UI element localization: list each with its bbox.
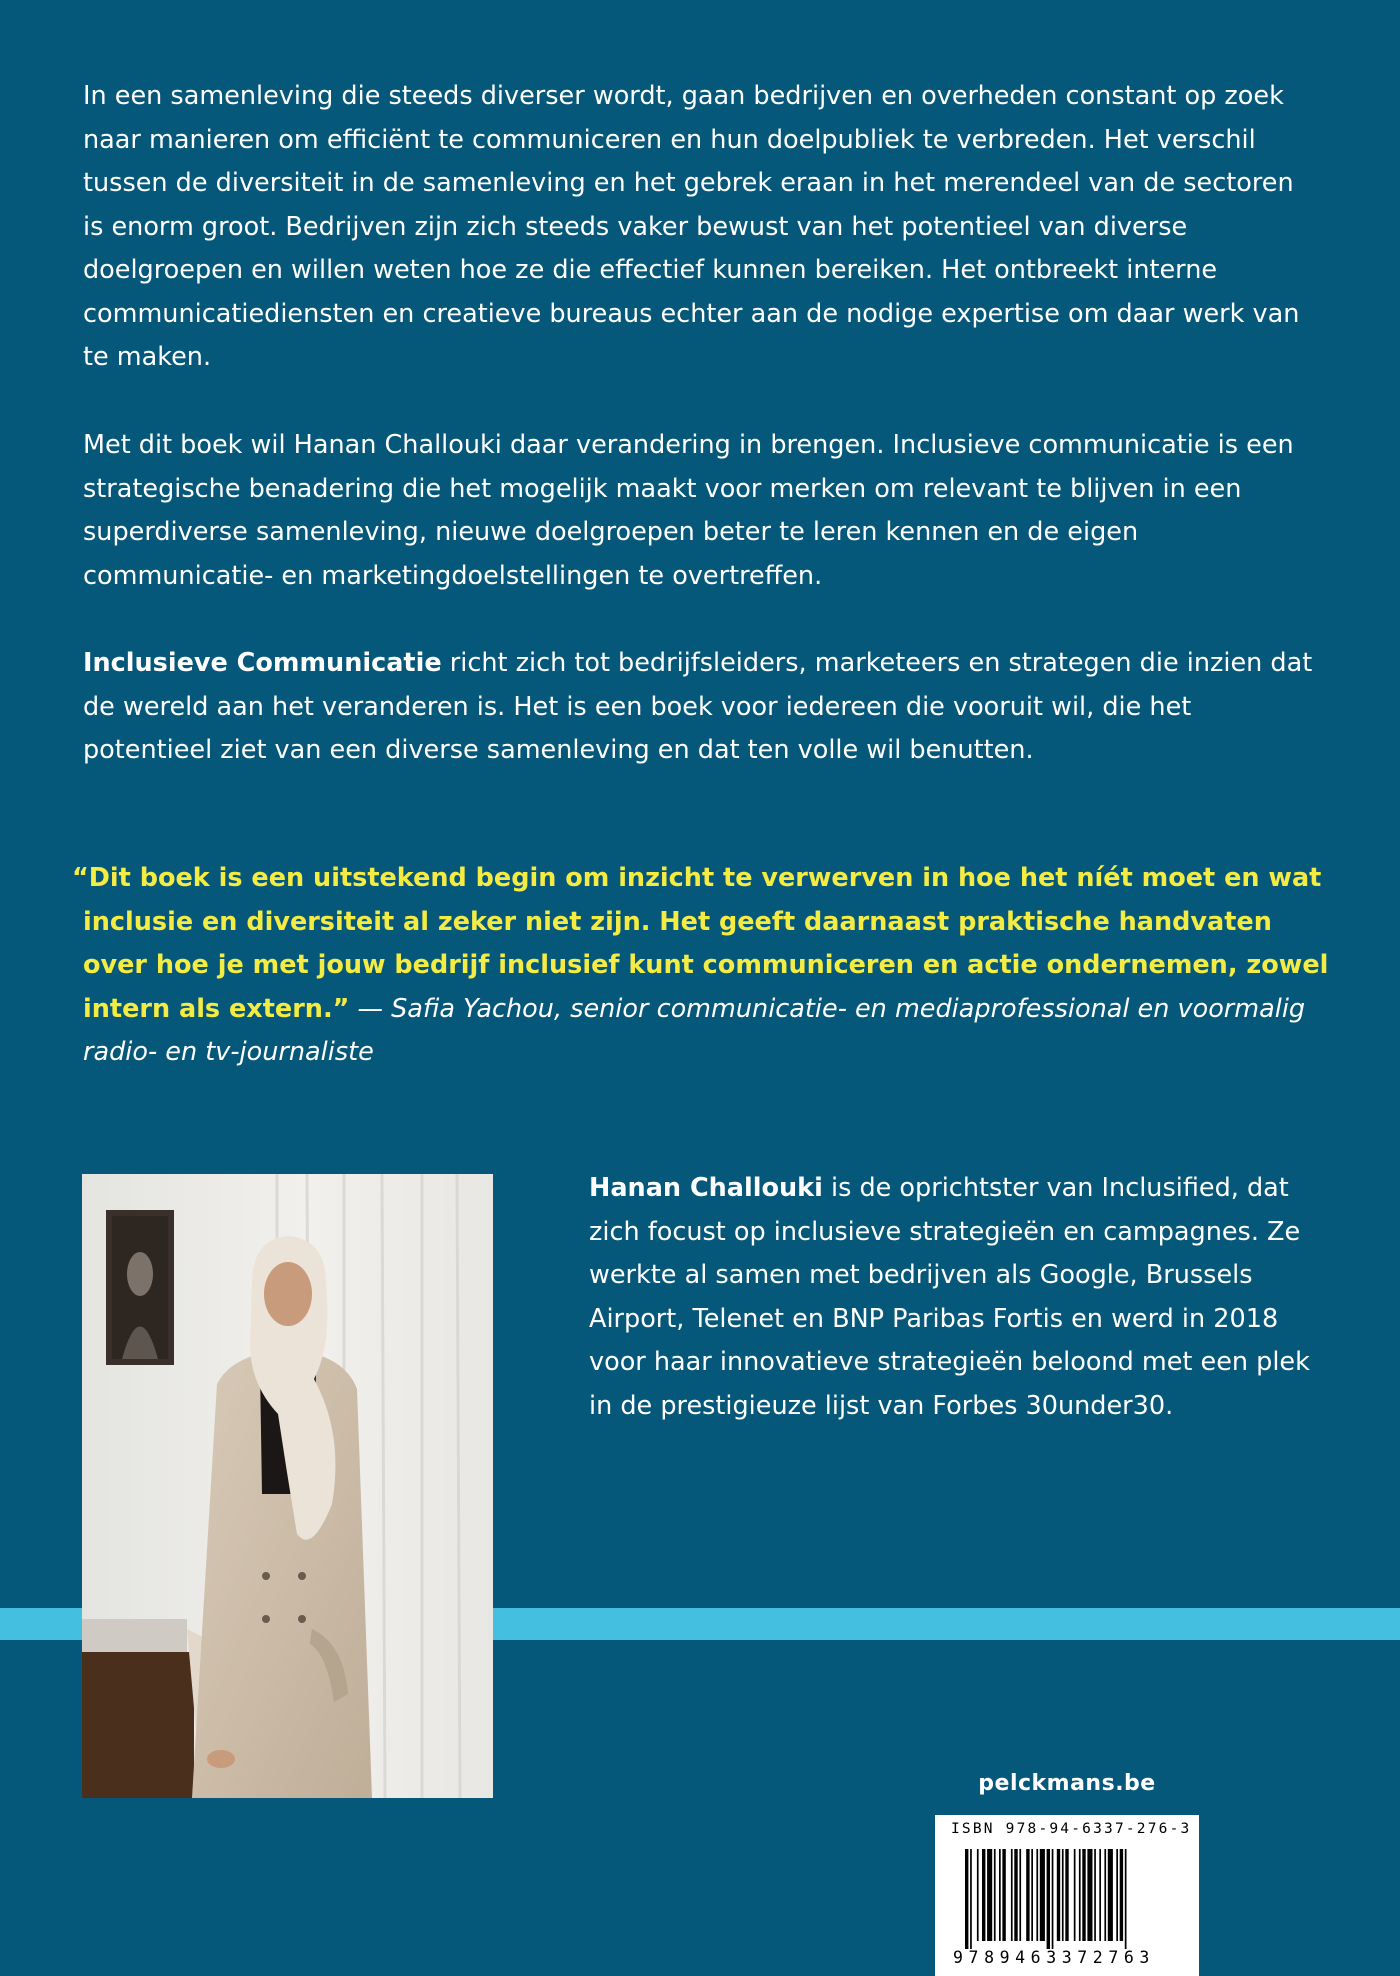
barcode-bar <box>1074 1849 1076 1941</box>
barcode-bar <box>1125 1849 1127 1949</box>
barcode-bar <box>1094 1849 1096 1941</box>
barcode-bar <box>1116 1849 1118 1941</box>
barcode-bar <box>982 1849 985 1941</box>
description-paragraph-1: In een samenleving die steeds diverser wordt, gaan bedrijven en overheden constant op zoek naar manieren om efficiënt te communiceren en hun doelpubliek te verbreden. Het verschil tussen de diversiteit in de samenleving en het gebrek eraan in het merendeel van de sectoren is enorm groot. Bedrijven zijn zich steeds vaker bewust van het potentieel van diverse doelgroepen en willen weten hoe ze die effectief kunnen bereiken. Het ontbreekt interne communicatiediensten en creatieve bureaus echter aan de nodige expertise om daar werk van te maken. <box>83 81 1300 372</box>
barcode-bar <box>994 1849 996 1941</box>
quote-text: “Dit boek is een uitstekend begin om inzicht te verwerven in hoe het níét moet en wat inclusie en diversiteit al zeker niet zijn. Het geeft daarnaast praktische handvaten over hoe je met jouw bedrijf inclusief kunt communiceren en actie ondernemen, zowel intern als extern.” <box>72 863 1329 1024</box>
barcode-bar <box>965 1849 968 1949</box>
barcode-bar <box>1002 1849 1005 1941</box>
publisher-website: pelckmans.be <box>978 1771 1156 1796</box>
quote-attribution: — Safia Yachou, senior communicatie- en mediaprofessional en voormalig radio- en tv-journaliste <box>83 993 1306 1067</box>
author-name: Hanan Challouki <box>589 1173 823 1203</box>
barcode-bar <box>1062 1849 1064 1941</box>
barcode-bar <box>987 1849 992 1941</box>
author-bio <box>589 1167 1329 1428</box>
barcode-bar <box>1026 1849 1029 1941</box>
barcode-bar <box>1031 1849 1033 1941</box>
isbn-label: ISBN 978-94-6337-276-3 <box>951 1821 1192 1837</box>
description-paragraph-3-text: richt zich tot bedrijfsleiders, marketeers en strategen die inzien dat de wereld aan het veranderen is. Het is een boek voor iedereen die vooruit wil, die het potentieel ziet van een diverse samenleving en dat ten volle wil benutten. <box>83 648 1313 765</box>
barcode <box>965 1849 1175 1949</box>
barcode-bar <box>1104 1849 1106 1941</box>
book-title: Inclusieve Communicatie <box>83 648 442 678</box>
barcode-bar <box>1040 1849 1045 1941</box>
isbn-digits: 9789463372763 <box>953 1948 1155 1967</box>
barcode-bar <box>1099 1849 1101 1941</box>
author-bio-text: is de oprichtster van Inclusified, dat zich focust op inclusieve strategieën en campagnes. Ze werkte al samen met bedrijven als Google, Brussels Airport, Telenet en BNP Paribas Fortis en werd in 2018 voor haar innovatieve strategieën beloond met een plek in de prestigieuze lijst van Forbes 30under30. <box>589 1173 1310 1421</box>
barcode-bar <box>999 1849 1001 1941</box>
barcode-bar <box>1087 1849 1092 1941</box>
barcode-bar <box>1052 1849 1054 1949</box>
barcode-bar <box>1019 1849 1021 1941</box>
barcode-bar <box>1014 1849 1017 1941</box>
barcode-bar <box>1036 1849 1038 1941</box>
barcode-bar <box>1065 1849 1068 1941</box>
barcode-bar <box>1120 1849 1123 1941</box>
endorsement-quote <box>72 857 1341 1075</box>
isbn-barcode-block <box>935 1815 1199 1976</box>
barcode-bar <box>1082 1849 1085 1941</box>
barcode-bar <box>1079 1849 1081 1941</box>
barcode-bar <box>970 1849 972 1949</box>
barcode-bar <box>1011 1849 1013 1941</box>
barcode-bar <box>1108 1849 1113 1941</box>
barcode-bar <box>977 1849 979 1941</box>
description-paragraph-2: Met dit boek wil Hanan Challouki daar verandering in brengen. Inclusieve communicatie is een strategische benadering die het mogelijk maakt voor merken om relevant te blijven in een superdiverse samenleving, nieuwe doelgroepen beter te leren kennen en de eigen communicatie- en marketingdoelstellingen te overtreffen. <box>83 430 1294 591</box>
barcode-bar <box>1047 1849 1050 1949</box>
description-paragraph-3 <box>83 642 1315 773</box>
barcode-bar <box>1057 1849 1060 1941</box>
author-photo <box>82 1174 493 1798</box>
